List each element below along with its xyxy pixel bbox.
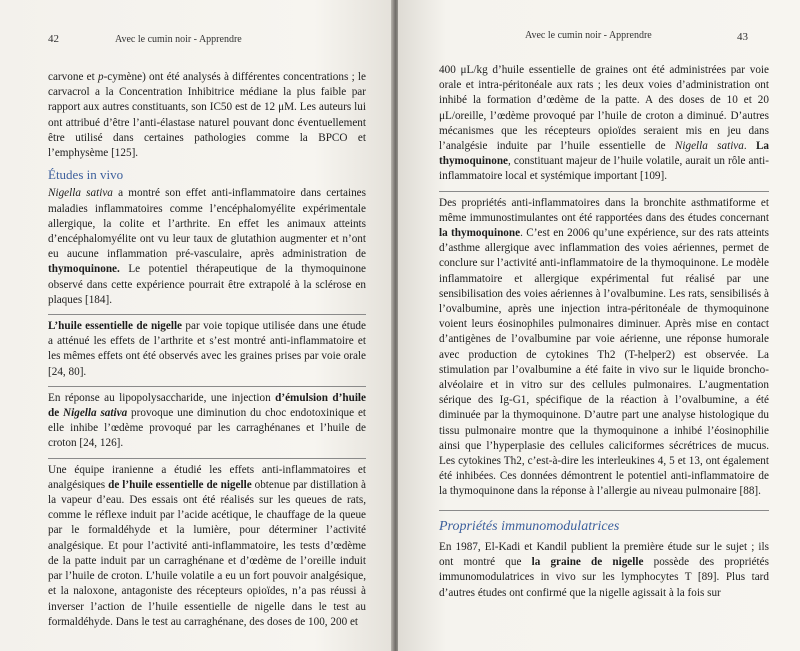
page-number: 42 (48, 33, 59, 45)
text-run: . (743, 140, 756, 153)
text-run: thymoquinone. (48, 263, 120, 276)
text-run: obtenue par distillation à la vapeur d’eau. Des essais ont été réalisés sur les queues de rats, comme le réflexe induit par l’acide acétique, le chauffage de la queue par le formaldéhyde et la lumière, pour déterminer l’activité analgésique. Et pour l’activité anti-inflammatoire, les tests d’œdème de la patte induit par un carraghénane et d’œdème de l’oreille induit par l’huile de croton. L’huile volatile a eu un fort pouvoir analgésique, et la naloxone, antagoniste des récepteurs opioïdes, n’a pas réussi à inverser l’action de l’huile essentielle de nigelle dans le test au formaldéhyde. Dans le test au carraghénane, des doses de 100, 200 et (48, 478, 366, 628)
paragraph (48, 314, 366, 380)
text-run: La thymoquinone (439, 140, 770, 168)
paragraph (48, 386, 366, 452)
text-run: -cymène) ont été analysés à différentes concentrations ; le carvacrol a la Concentration Inhibitrice médiane la plus faible par rapport aux autres constituants, son IC50 est de 12 μM. Les auteurs lui ont attribué d’être l’anti-élastase naturel pouvant donc éventuellement être utilisé dans certaines pathologies comme la BPCO et l’emphysème [125]. (48, 71, 366, 160)
text-run: Nigella sativa (674, 140, 744, 153)
section-heading: Études in vivo (48, 167, 124, 183)
text-run: p (97, 71, 104, 83)
text-run: En réponse au lipopolysaccharide, une injection (48, 391, 276, 404)
right-page (398, 0, 800, 651)
text-run: de l’huile essentielle de nigelle (108, 478, 252, 491)
text-run: Des propriétés anti-inflammatoires dans la bronchite asthmatiforme et même immunostimulantes ont été rapportées dans des études concernant (439, 196, 769, 224)
running-head: Avec le cumin noir - Apprendre (115, 34, 242, 45)
text-run: possède des propriétés immunomodulatrices in vivo sur les lymphocytes T [89]. Plus tard d’autres études ont confirmé que la nigelle agissait à la fois sur (439, 556, 769, 599)
text-run: la graine de nigelle (531, 556, 644, 569)
text-run: a montré son effet anti-inflammatoire dans certaines maladies inflammatoires comme l’encéphalomyélite expérimentale allergique, la colite et l’arthrite. En effet les animaux atteints d’encéphalomyélite ont vu leur taux de glutathion augmenter et n’ont eu aucune inflammation pré-vasculaire, après administration de (48, 187, 366, 261)
text-run: carvone et (48, 71, 98, 83)
running-head: Avec le cumin noir - Apprendre (525, 30, 652, 41)
text-run: , constituant majeur de l’huile volatile, aurait un rôle anti-inflammatoire local et systémique important [109]. (439, 155, 769, 183)
section-heading: Propriétés immunomodulatrices (439, 510, 769, 534)
text-run: par voie topique utilisée dans une étude a atténué les effets de l’arthrite et s’est montré anti-inflammatoire et les mêmes effets ont été observés avec les graines prises par voie orale [24, 80]. (48, 320, 366, 378)
text-run: Le potentiel thérapeutique de la thymoquinone observé dans cette expérience pourrait être extrapolé à la sclérose en plaques [184]. (48, 263, 366, 306)
paragraph (439, 191, 769, 500)
text-run: Nigella sativa (48, 187, 113, 200)
paragraph (439, 540, 769, 601)
text-run: la thymoquinone (439, 227, 521, 240)
text-run: Une équipe iranienne a étudié les effets anti-inflammatoires et analgésiques (48, 463, 366, 491)
paragraph (48, 70, 366, 161)
text-run: . C’est en 2006 qu’une expérience, sur des rats atteints d’asthme allergique avec inflammation des voies aériennes, permet de conclure sur l’activité anti-inflammatoire de la thymoquinone. Le modèle inflammatoire et allergique expérimental fut réalisé par une sensibilisation des voies aériennes à l’ovalbumine. Les rats, sensibilisés à l’ovalbumine, après une injection intra-péritonéale de thymoquinone voient leurs éosinophiles pulmonaires diminuer. Après mise en contact d’antigènes de l’ovalbumine par voie aérienne, une réponse humorale avec production de cytokines Th2 (T-helper2) est observée. La stimulation par l’ovalbumine a été faite in vivo sur le liquide broncho-alvéolaire et in vitro sur des cellules pulmonaires. L’augmentation sérique des Ig-G1, spécifique de la réaction à l’ovalbumine, a été diminuée par la thymoquinone. D’autre part une analyse histologique du tissu pulmonaire montre que la thymoquinone a inhibé l’éosinophilie ainsi que l’hyperplasie des cellules caliciformes sécrétrices de mucus. Les cytokines Th2, c’est-à-dire les interleukines 4, 5 et 13, ont également été inhibées. Ces données démontrent le potentiel anti-inflammatoire de la thymoquinone dans la réponse à l’allergie au niveau pulmonaire [88]. (439, 227, 770, 498)
text-run: provoque une diminution du choc endotoxinique et elle inhibe l’œdème provoqué par les carraghénanes et l’huile de croton [24, 126]. (48, 407, 367, 450)
text-run: L’huile essentielle de nigelle (48, 320, 183, 333)
text-run: En 1987, El-Kadi et Kandil publient la première étude sur le sujet ; ils ont montré que (439, 540, 769, 569)
text-column (439, 63, 769, 607)
paragraph (439, 63, 769, 185)
paragraph (48, 186, 366, 308)
text-run (63, 407, 127, 419)
page-number: 43 (737, 31, 748, 43)
paragraph (48, 458, 366, 630)
text-run: 400 μL/kg d’huile essentielle de graines ont été administrées par voie orale et intra-péritonéale aux rats ; les deux voies d’administration ont inhibé la formation d’œdème de la patte. A des doses de 10 et 20 μL/oreille, l’œdème provoqué par l’huile de croton a diminué. D’autres mécanismes que les récepteurs opioïdes seraient mis en jeu dans l’analgésie induite par l’huile essentielle de (439, 64, 769, 153)
text-run: d’émulsion d’huile de (48, 391, 366, 420)
text-column (48, 70, 366, 636)
left-page (0, 0, 393, 651)
text-run: Nigella sativa (63, 407, 128, 420)
